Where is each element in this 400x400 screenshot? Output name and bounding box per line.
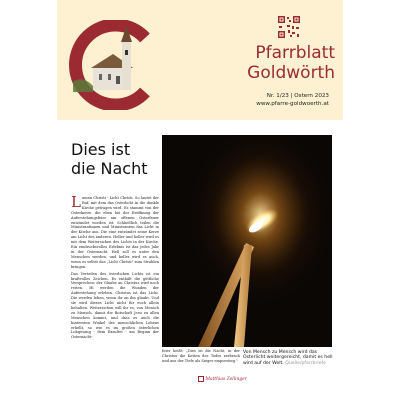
candle-photo [162,135,332,347]
headline-line-1: Dies ist [71,140,131,159]
article-headline [71,140,161,178]
qr-code-icon[interactable] [277,15,301,39]
article-paragraph-2: Das Verteilen des österlichen Lichts ist ein kraftvolles Zeichen. Es enthält die göttliche Versprechen: der Glaube an Christus wird noch reiten. Hi werden die Wunden der Auferstehung erleben. Christus ist das Licht. Die werden leben, wenn ihr an ihn glaubt. Und sie wird dieses Licht nicht für euch allein behalten. Weitersichen will ihr es, von Mensch zu Mensch, damit die Botschaft Jesu zu allen Menschen kommt, und dass es auch die hintersten Winkel des menschlichen Lebens erhellt, so wie es im großen österlichen Lobgesang - dem Exsultet - am Beginn der Osternacht- [71,271,159,340]
pfarrblatt-cover-page [57,0,343,400]
article-paragraph-1 [71,196,159,270]
photo-caption-text: Von Mensch zu Mensch wird das Osterlicht weitergereicht, damit es hell wird auf der Welt. [243,350,333,366]
title-line-1: Pfarrblatt [255,43,335,63]
issue-info: Nr. 1/23 | Ostern 2023 [266,93,329,99]
article-body [71,196,159,390]
paragraph-1-text: umen Christi - Licht Christi. So lautet der Ruf, mit dem das Osterlicht in die dunkle Kirche getragen wird. Es stammt von der Osterkerze, die eben bei der Eröffnung der Auferstehungsfeier am offenen Osterfeuer entzündet worden ist. Schließlich teilen die Ministrantinnen und Ministranten das Licht in der Kirche aus. Die eine entzündet seine Kerze am Licht des anderen. Heller und heller wird es mit dem Weitersichen des Lichts in der Kirche. Ein eindrucksvolles Erlebnis ist das jedes Jahr in der Osternacht. Hell soll es unter den Menschen werden, und heller wird es auch, wenn es selbst das „Licht Christi" zum Strahlen bringen. [71,196,159,269]
drop-cap: L [71,196,81,211]
article-paragraph-3: feier heißt: „Dies ist die Nacht, in der Christus die Ketten des Todes zerbrach und aus der Tiefe als Sieger emporstieg." [162,349,240,363]
title-line-2: Goldwörth [247,63,335,83]
author-byline [198,376,247,382]
publication-title [205,43,335,83]
photo-caption [243,350,335,366]
church-logo-icon [63,20,153,110]
article-continuation [162,349,240,364]
photo-credit: Quelle/pfarrbriefe [285,360,326,366]
author-mark-icon [198,376,204,382]
website-link[interactable]: www.pfarre-goldwoerth.at [256,101,329,107]
author-name: Matthias Zellinger [205,377,247,382]
headline-line-2: die Nacht [71,159,148,178]
masthead [57,0,343,120]
